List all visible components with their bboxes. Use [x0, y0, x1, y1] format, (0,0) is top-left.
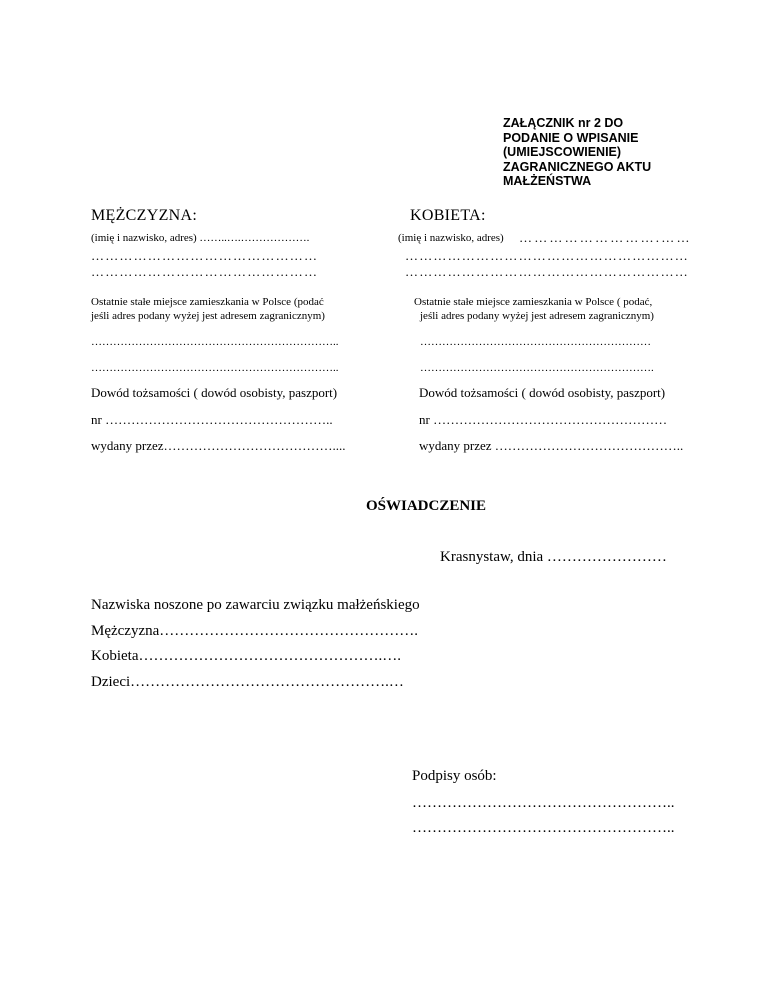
man-residence-note: jeśli adres podany wyżej jest adresem zagranicznym) [91, 310, 325, 322]
man-name-line: ………………………………………… [91, 248, 319, 263]
surnames-header: Nazwiska noszone po zawarciu związku małżeńskiego [91, 597, 420, 613]
surname-woman-line: Kobieta………………………………………….…. [91, 648, 401, 664]
signature-line: …………………………………………….. [412, 820, 675, 836]
attachment-line: ZAŁĄCZNIK nr 2 DO [503, 116, 624, 130]
man-id-doc-label: Dowód tożsamości ( dowód osobisty, paszport) [91, 385, 338, 400]
woman-name-label: (imię i nazwisko, adres) [398, 232, 504, 244]
attachment-line: PODANIE O WPISANIE [503, 130, 639, 145]
place-date: Krasnystaw, dnia …………………… [440, 549, 667, 565]
woman-id-doc-label: Dowód tożsamości ( dowód osobisty, paszport) [419, 385, 666, 400]
attachment-header [503, 116, 703, 189]
signatures-label: Podpisy osób: [412, 768, 497, 784]
woman-header: KOBIETA: [410, 207, 486, 224]
man-name-line: ………………………………………… [91, 264, 319, 279]
attachment-line: ZAGRANICZNEGO AKTU [503, 159, 652, 174]
man-name-label: (imię i nazwisko, adres) ……..….………………. [91, 232, 310, 244]
attachment-line: (UMIEJSCOWIENIE) [503, 145, 622, 159]
man-id-number: nr …………………………………………….. [91, 412, 333, 427]
woman-name-dots: ……………………….…… [519, 230, 692, 245]
woman-residence-label: Ostatnie stałe miejsce zamieszkania w Polsce ( podać, [414, 296, 653, 308]
woman-residence-line: ………………………………………………………. [420, 362, 654, 374]
man-residence-line: ………………………………………………………….. [91, 362, 339, 374]
woman-id-number: nr ……………………………………………… [419, 412, 668, 427]
woman-name-line: …………………………………………………… [405, 248, 689, 263]
man-id-issued-by: wydany przez………………………………….... [91, 438, 346, 453]
surname-children-line: Dzieci…………………………………………….… [91, 674, 404, 690]
attachment-line: MAŁŻEŃSTWA [503, 174, 592, 188]
man-residence-label: Ostatnie stałe miejsce zamieszkania w Polsce (podać [91, 296, 324, 308]
surname-man-line: Mężczyzna……………………………………………. [91, 623, 419, 639]
man-header: MĘŻCZYZNA: [91, 207, 198, 224]
woman-residence-note: jeśli adres podany wyżej jest adresem zagranicznym) [420, 310, 654, 322]
man-residence-line: ………………………………………………………….. [91, 336, 339, 348]
declaration-title: OŚWIADCZENIE [366, 498, 487, 514]
woman-id-issued-by: wydany przez …………………………………….. [419, 438, 684, 453]
woman-name-line: …………………………………………………… [405, 264, 689, 279]
signature-line: …………………………………………….. [412, 795, 675, 811]
woman-residence-line: ……………………………………………………… [420, 336, 651, 348]
